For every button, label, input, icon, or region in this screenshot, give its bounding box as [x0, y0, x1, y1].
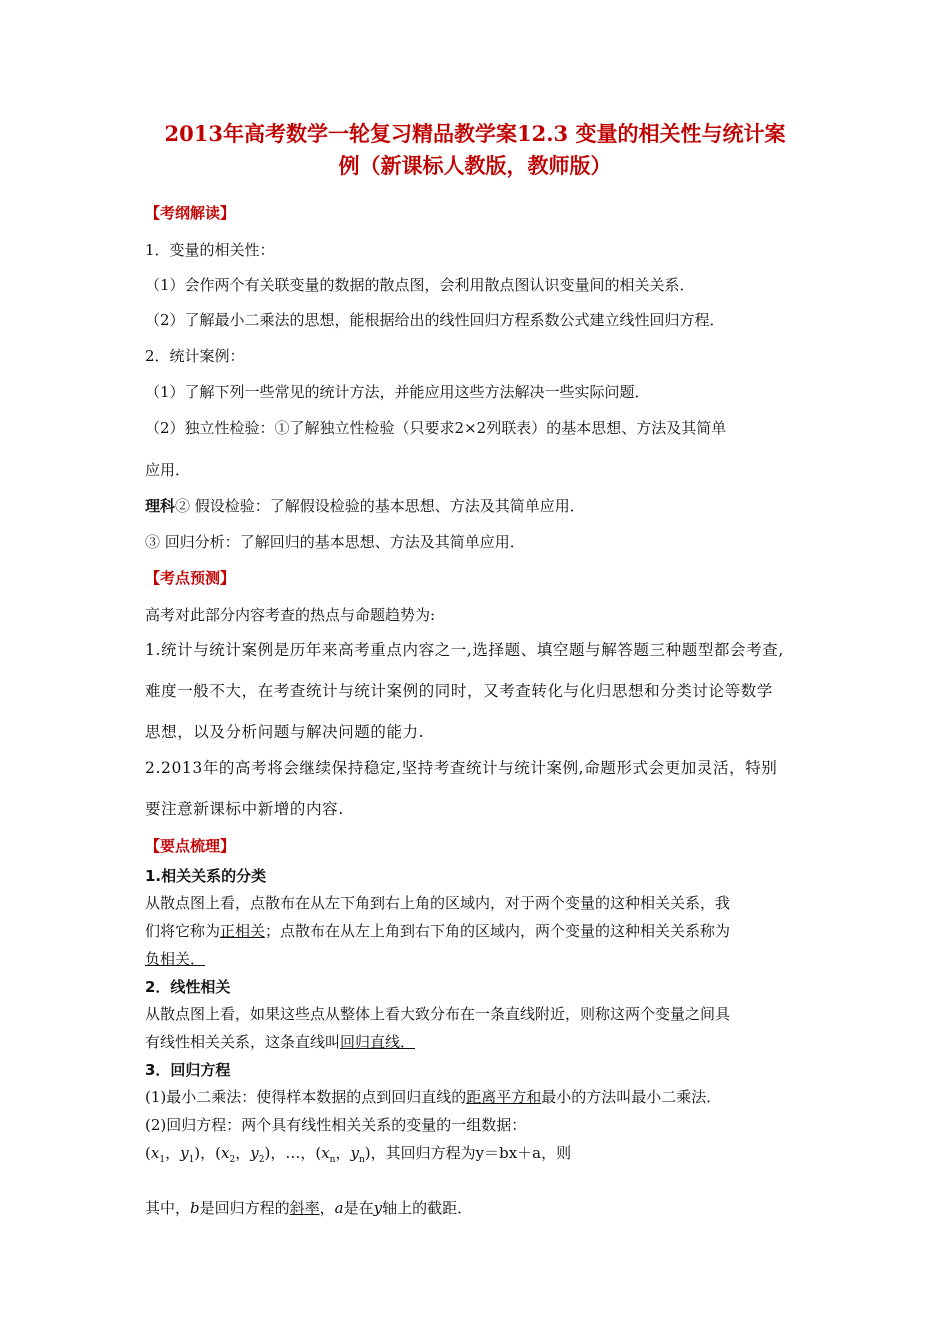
document-title-line-2: 例（新课标人教版，教师版）: [338, 153, 612, 178]
underlined-term: 负相关．: [145, 950, 206, 968]
subscript: 1: [188, 1155, 195, 1165]
paragraph: 1．变量的相关性：: [145, 241, 275, 259]
subheading: 3．回归方程: [145, 1061, 231, 1079]
regression-equation: y＝bx＋a: [475, 1144, 542, 1162]
paragraph: [145, 496, 585, 516]
paragraph: 从散点图上看，如果这些点从整体上看大致分布在一条直线附近，则称这两个变量之间具: [145, 1005, 731, 1023]
paragraph: 高考对此部分内容考查的热点与命题趋势为:: [145, 606, 436, 624]
text: 是回归方程的: [199, 1199, 290, 1217]
text: 其中，: [145, 1199, 191, 1217]
paragraph: [145, 921, 730, 941]
text: ；点散布在从左上角到右下角的区域内，两个变量的这种相关关系称为: [265, 922, 731, 940]
paragraph: （1）了解下列一些常见的统计方法，并能应用这些方法解决一些实际问题．: [145, 383, 650, 401]
paragraph: 2.2013年的高考将会继续保持稳定,坚持考查统计与统计案例,命题形式会更加灵活，特别: [145, 759, 778, 777]
paragraph: （2）独立性检验：①了解独立性检验（只要求2×2列联表）的基本思想、方法及其简单: [145, 419, 727, 437]
underlined-term: 距离平方和: [466, 1088, 542, 1106]
paragraph: [145, 1198, 472, 1218]
data-pairs-line: ($x_1$，$y_1$)，($x_2$，$y_2$)，…，($x_n$，$y_n$)，其回归方程为y＝bx＋a，则: [145, 1144, 572, 1165]
paragraph: ③ 回归分析：了解回归的基本思想、方法及其简单应用．: [145, 533, 525, 551]
paragraph: 2．统计案例：: [145, 347, 245, 365]
var-x: x: [321, 1144, 330, 1162]
text: 有线性相关关系，这条直线叫: [145, 1033, 341, 1051]
section-heading-prediction: 【考点预测】: [145, 569, 236, 587]
var-y: y: [180, 1144, 189, 1162]
paragraph: 难度一般不大，在考查统计与统计案例的同时，又考查转化与化归思想和分类讨论等数学: [145, 682, 773, 700]
paragraph: 从散点图上看，点散布在从左下角到右上角的区域内，对于两个变量的这种相关关系，我: [145, 894, 731, 912]
var-x: x: [150, 1144, 160, 1162]
var-y: y: [373, 1199, 383, 1217]
subheading: 2．线性相关: [145, 978, 231, 996]
paragraph: （2）了解最小二乘法的思想，能根据给出的线性回归方程系数公式建立线性回归方程．: [145, 311, 725, 329]
subheading: 1.相关关系的分类: [145, 867, 267, 885]
subscript: n: [358, 1155, 365, 1165]
text: ，则: [541, 1144, 572, 1162]
science-label: 理科: [145, 497, 176, 515]
paragraph: (2)回归方程：两个具有线性相关关系的变量的一组数据：: [145, 1116, 527, 1134]
paragraph: 应用．: [145, 461, 191, 479]
underlined-term: 斜率: [289, 1199, 320, 1217]
paragraph: [145, 949, 205, 969]
text: ，…，: [270, 1144, 316, 1162]
var-y: y: [350, 1144, 359, 1162]
text: ，: [319, 1199, 335, 1217]
paragraph: [145, 1032, 415, 1052]
paragraph: 思想，以及分析问题与解决问题的能力.: [145, 723, 425, 741]
underlined-term: 正相关: [220, 922, 266, 940]
subscript: 2: [229, 1155, 236, 1165]
paragraph: （1）会作两个有关联变量的数据的散点图，会利用散点图认识变量间的相关关系．: [145, 276, 695, 294]
text: 轴上的截距．: [382, 1199, 473, 1217]
var-b: b: [190, 1199, 200, 1217]
var-y: y: [250, 1144, 259, 1162]
text: 是在: [343, 1199, 374, 1217]
text: (1)最小二乘法：使得样本数据的点到回归直线的: [145, 1088, 467, 1106]
paragraph: 1.统计与统计案例是历年来高考重点内容之一,选择题、填空题与解答题三种题型都会考查,: [145, 641, 784, 659]
subscript: n: [329, 1155, 336, 1165]
document-title-line-1: 2013年高考数学一轮复习精品教学案12.3 变量的相关性与统计案: [164, 121, 786, 146]
subscript: 1: [159, 1155, 166, 1165]
subscript: 2: [258, 1155, 265, 1165]
text: 最小的方法叫最小二乘法．: [541, 1088, 722, 1106]
underlined-term: 回归直线．: [340, 1033, 416, 1051]
text: ，其回归方程为: [370, 1144, 476, 1162]
paragraph: [145, 1087, 721, 1107]
paragraph-text: ② 假设检验：了解假设检验的基本思想、方法及其简单应用．: [175, 497, 585, 515]
section-heading-key-points: 【要点梳理】: [145, 837, 236, 855]
var-x: x: [221, 1144, 230, 1162]
text: 们将它称为: [145, 922, 221, 940]
section-heading-syllabus: 【考纲解读】: [145, 204, 236, 222]
paragraph: 要注意新课标中新增的内容.: [145, 800, 344, 818]
var-a: a: [334, 1199, 344, 1217]
